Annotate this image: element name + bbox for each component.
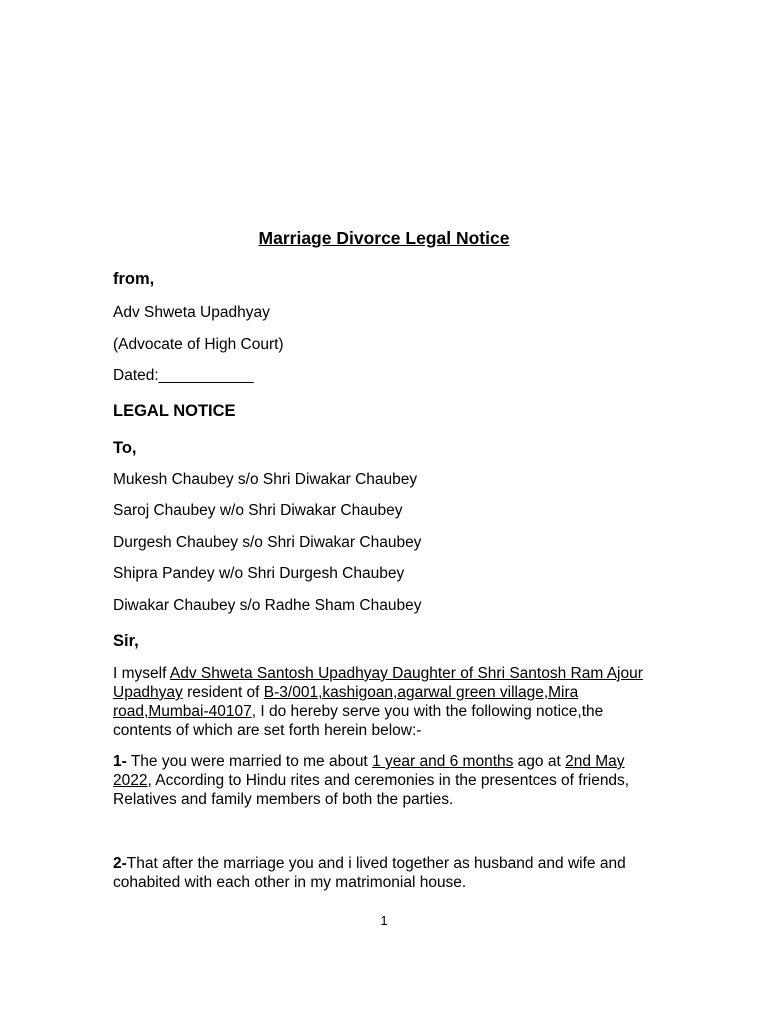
point-1-mid: ago at	[513, 753, 566, 770]
point-1-pre: The you were married to me about	[126, 753, 373, 770]
recipient-4: Shipra Pandey w/o Shri Durgesh Chaubey	[113, 565, 405, 582]
point-1-paragraph	[113, 752, 661, 809]
intro-address: B-3/001,kashigoan,agarwal green village,Mira road,Mumbai-40107	[113, 684, 579, 720]
point-1-number: 1-	[113, 753, 127, 770]
dated-line: Dated:___________	[113, 367, 254, 384]
recipient-1: Mukesh Chaubey s/o Shri Diwakar Chaubey	[113, 471, 418, 488]
point-2-number: 2-	[113, 855, 127, 872]
intro-mid: resident of	[182, 684, 264, 701]
point-1-date: 2nd May 2022,	[113, 753, 625, 789]
page-number: 1	[380, 913, 388, 928]
intro-post: , I do hereby serve you with the following notice,the contents of which are set forth herein below:-	[113, 703, 604, 739]
sender-designation: (Advocate of High Court)	[113, 336, 284, 353]
recipient-3: Durgesh Chaubey s/o Shri Diwakar Chaubey	[113, 534, 422, 551]
intro-paragraph	[113, 664, 661, 740]
sender-name: Adv Shweta Upadhyay	[113, 304, 270, 321]
intro-identity: Adv Shweta Santosh Upadhyay Daughter of Shri Santosh Ram Ajour Upadhyay	[113, 665, 643, 701]
intro-pre: I myself	[113, 665, 170, 682]
salutation: Sir,	[113, 632, 139, 650]
notice-heading: LEGAL NOTICE	[113, 402, 236, 420]
recipient-5: Diwakar Chaubey s/o Radhe Sham Chaubey	[113, 597, 422, 614]
to-label: To,	[113, 439, 137, 457]
from-label: from,	[113, 270, 155, 288]
point-2-paragraph	[113, 854, 661, 892]
document-title: Marriage Divorce Legal Notice	[258, 228, 510, 248]
point-2-text: That after the marriage you and i lived together as husband and wife and cohabited with each other in my matrimonial house.	[113, 855, 626, 891]
recipient-2: Saroj Chaubey w/o Shri Diwakar Chaubey	[113, 502, 403, 519]
point-1-post: According to Hindu rites and ceremonies in the presentces of friends, Relatives and family members of both the parties.	[113, 772, 630, 808]
point-1-duration: 1 year and 6 months	[372, 753, 514, 770]
